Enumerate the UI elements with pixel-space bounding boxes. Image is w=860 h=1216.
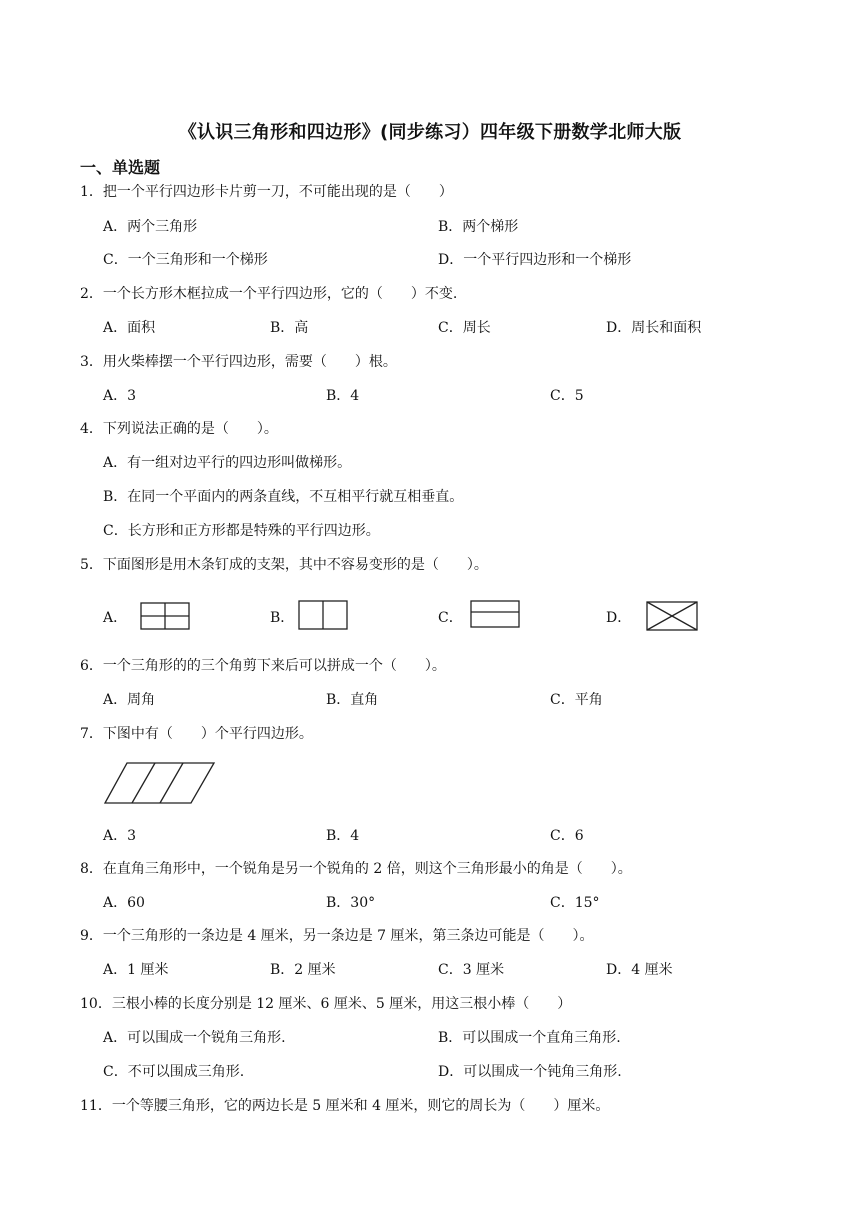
question-1-option-d: D．一个平行四边形和一个梯形 <box>438 252 632 268</box>
parallelogram-figure <box>104 762 216 804</box>
question-2-option-d: D．周长和面积 <box>606 320 702 336</box>
question-9-option-d: D．4 厘米 <box>606 962 673 978</box>
page-title: 《认识三角形和四边形》(同步练习）四年级下册数学北师大版 <box>178 122 682 143</box>
question-2-option-b: B．高 <box>270 320 309 336</box>
question-3-option-b: B．4 <box>326 388 360 404</box>
question-2-option-c: C．周长 <box>438 320 491 336</box>
question-7-option-a: A．3 <box>103 828 137 844</box>
question-2-stem: 2．一个长方形木框拉成一个平行四边形，它的（ ）不变. <box>80 286 458 302</box>
question-9-option-b: B．2 厘米 <box>270 962 336 978</box>
section-heading: 一、单选题 <box>80 158 161 177</box>
question-7-stem: 7．下图中有（ ）个平行四边形。 <box>80 726 313 742</box>
question-6-option-b: B．直角 <box>326 692 379 708</box>
frame-figure-b <box>298 600 348 630</box>
frame-figure-c <box>470 600 520 628</box>
question-3-option-a: A．3 <box>103 388 137 404</box>
question-11-stem: 11．一个等腰三角形，它的两边长是 5 厘米和 4 厘米，则它的周长为（ ）厘米。 <box>80 1098 610 1114</box>
question-4-option-c: C．长方形和正方形都是特殊的平行四边形。 <box>103 523 380 539</box>
question-5-stem: 5．下面图形是用木条钉成的支架，其中不容易变形的是（ ）。 <box>80 557 488 573</box>
question-8-option-c: C．15° <box>550 895 600 911</box>
question-1-stem: 1．把一个平行四边形卡片剪一刀，不可能出现的是（ ） <box>80 184 453 200</box>
frame-figure-d <box>646 601 698 631</box>
question-6-option-a: A．周角 <box>103 692 156 708</box>
question-3-option-c: C．5 <box>550 388 584 404</box>
question-8-option-b: B．30° <box>326 895 376 911</box>
question-9-stem: 9．一个三角形的一条边是 4 厘米，另一条边是 7 厘米，第三条边可能是（ ）。 <box>80 928 594 944</box>
question-10-option-d: D．可以围成一个钝角三角形. <box>438 1064 622 1080</box>
question-5-option-d: D． <box>606 610 632 626</box>
frame-figure-a <box>140 602 190 630</box>
question-6-stem: 6．一个三角形的的三个角剪下来后可以拼成一个（ ）。 <box>80 658 446 674</box>
question-1-option-b: B．两个梯形 <box>438 219 519 235</box>
question-1-option-c: C．一个三角形和一个梯形 <box>103 252 268 268</box>
question-2-option-a: A．面积 <box>103 320 156 336</box>
question-4-option-a: A．有一组对边平行的四边形叫做梯形。 <box>103 455 352 471</box>
question-5-option-a: A． <box>103 610 128 626</box>
question-8-option-a: A．60 <box>103 895 145 911</box>
question-9-option-a: A．1 厘米 <box>103 962 169 978</box>
question-8-stem: 8．在直角三角形中，一个锐角是另一个锐角的 2 倍，则这个三角形最小的角是（ ）。 <box>80 861 632 877</box>
question-7-option-b: B．4 <box>326 828 360 844</box>
question-10-stem: 10．三根小棒的长度分别是 12 厘米、6 厘米、5 厘米，用这三根小棒（ ） <box>80 996 572 1012</box>
question-10-option-c: C．不可以围成三角形. <box>103 1064 245 1080</box>
question-9-option-c: C．3 厘米 <box>438 962 505 978</box>
question-3-stem: 3．用火柴棒摆一个平行四边形，需要（ ）根。 <box>80 354 397 370</box>
question-10-option-b: B．可以围成一个直角三角形. <box>438 1030 621 1046</box>
question-5-option-c: C． <box>438 610 463 626</box>
question-1-option-a: A．两个三角形 <box>103 219 198 235</box>
question-7-option-c: C．6 <box>550 828 584 844</box>
question-5-option-b: B． <box>270 610 295 626</box>
question-4-stem: 4．下列说法正确的是（ ）。 <box>80 421 278 437</box>
question-4-option-b: B．在同一个平面内的两条直线，不互相平行就互相垂直。 <box>103 489 464 505</box>
question-10-option-a: A．可以围成一个锐角三角形. <box>103 1030 286 1046</box>
question-6-option-c: C．平角 <box>550 692 603 708</box>
